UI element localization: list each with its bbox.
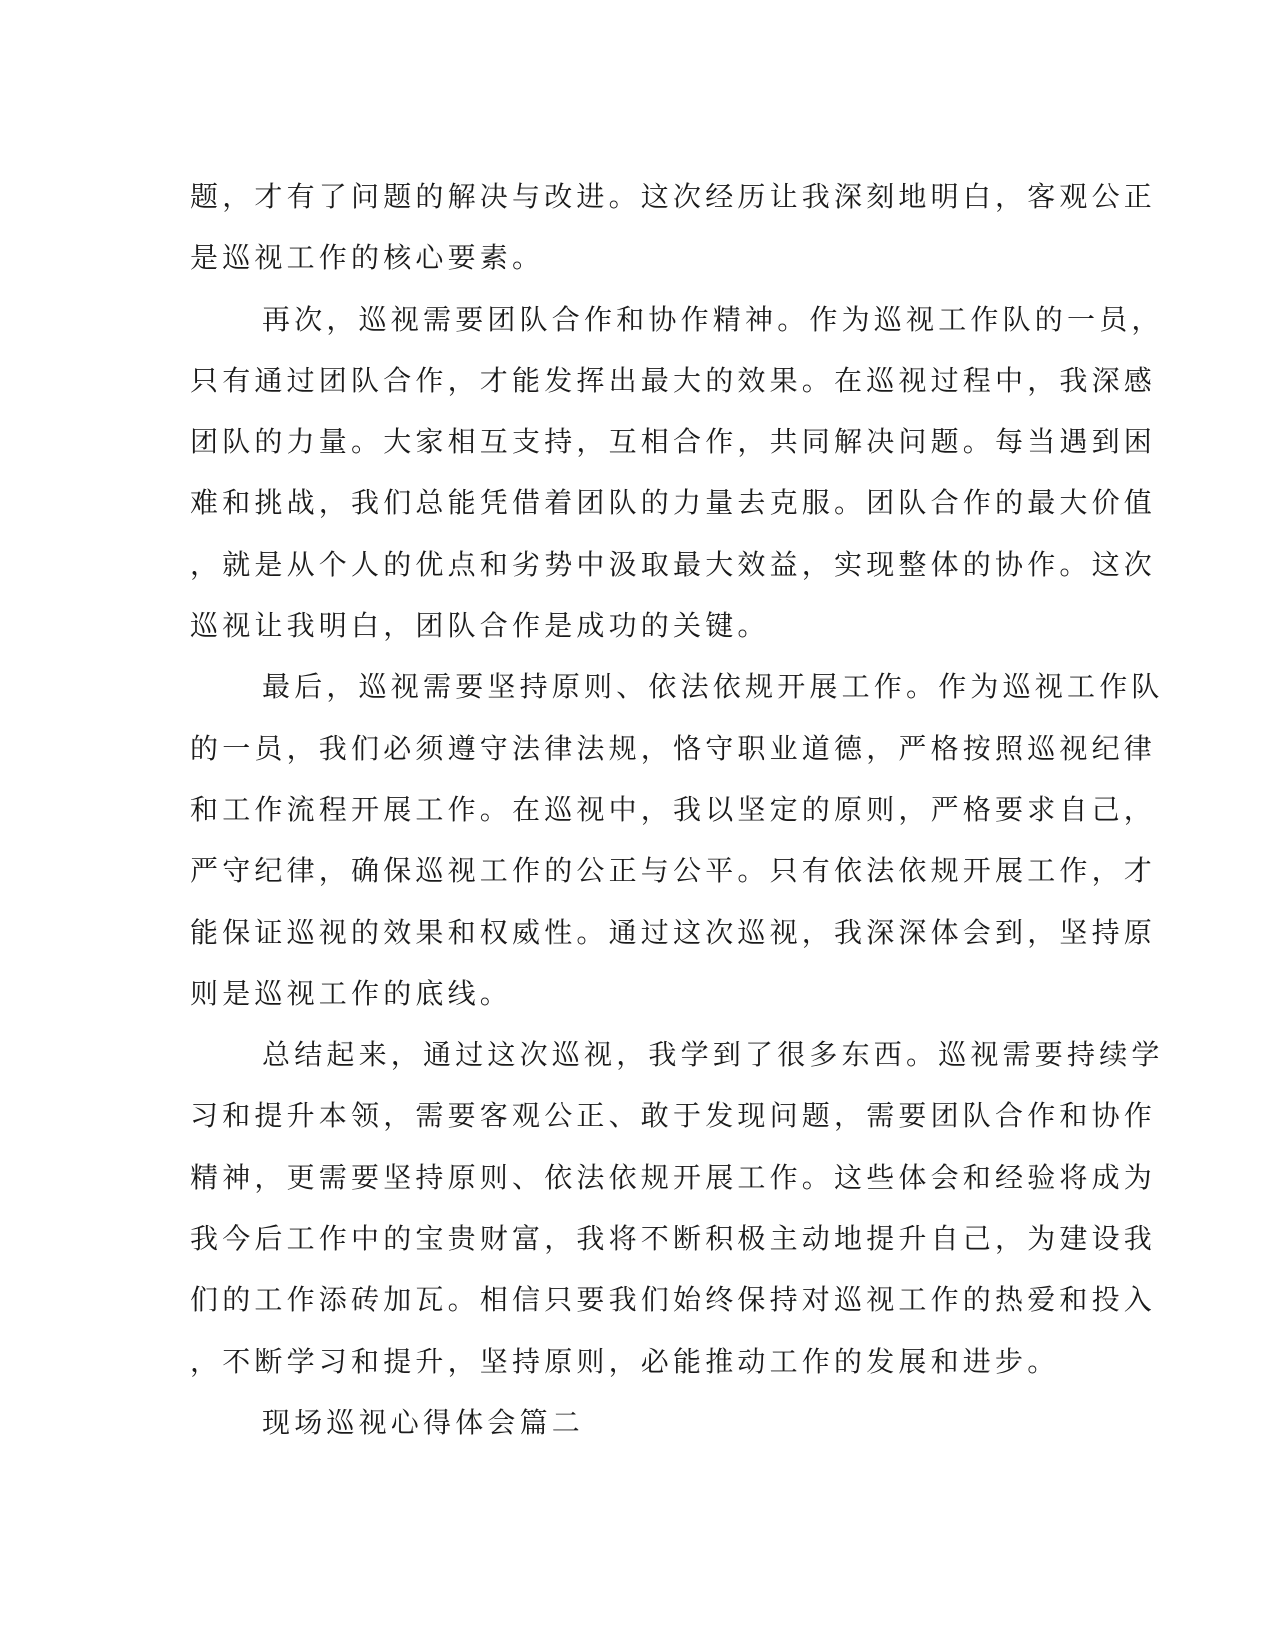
text-line: ，不断学习和提升，坚持原则，必能推动工作的发展和进步。	[190, 1344, 1060, 1378]
text-line: 严守纪律，确保巡视工作的公正与公平。只有依法依规开展工作，才	[190, 854, 1157, 888]
text-line: 我今后工作中的宝贵财富，我将不断积极主动地提升自己，为建设我	[190, 1222, 1157, 1256]
text-line: 习和提升本领，需要客观公正、敢于发现问题，需要团队合作和协作	[190, 1099, 1157, 1133]
text-line: 能保证巡视的效果和权威性。通过这次巡视，我深深体会到，坚持原	[190, 915, 1157, 949]
text-line: ，就是从个人的优点和劣势中汲取最大效益，实现整体的协作。这次	[190, 547, 1157, 581]
text-line: 难和挑战，我们总能凭借着团队的力量去克服。团队合作的最大价值	[190, 486, 1157, 520]
text-line: 总结起来，通过这次巡视，我学到了很多东西。巡视需要持续学	[262, 1038, 1164, 1072]
text-line: 精神，更需要坚持原则、依法依规开展工作。这些体会和经验将成为	[190, 1160, 1157, 1194]
text-line: 题，才有了问题的解决与改进。这次经历让我深刻地明白，客观公正	[190, 180, 1157, 213]
text-line: 只有通过团队合作，才能发挥出最大的效果。在巡视过程中，我深感	[190, 363, 1157, 397]
text-line: 巡视让我明白，团队合作是成功的关键。	[190, 609, 770, 643]
text-line: 们的工作添砖加瓦。相信只要我们始终保持对巡视工作的热爱和投入	[190, 1283, 1157, 1317]
text-line: 是巡视工作的核心要素。	[190, 241, 545, 275]
document-body	[190, 166, 1164, 1453]
text-line: 则是巡视工作的底线。	[190, 976, 513, 1010]
text-line: 最后，巡视需要坚持原则、依法依规开展工作。作为巡视工作队	[262, 670, 1164, 704]
text-line: 再次，巡视需要团队合作和协作精神。作为巡视工作队的一员，	[262, 302, 1164, 336]
text-line: 和工作流程开展工作。在巡视中，我以坚定的原则，严格要求自己，	[190, 792, 1157, 826]
text-line: 的一员，我们必须遵守法律法规，恪守职业道德，严格按照巡视纪律	[190, 731, 1157, 765]
text-line: 团队的力量。大家相互支持，互相合作，共同解决问题。每当遇到困	[190, 425, 1157, 459]
text-line: 现场巡视心得体会篇二	[262, 1405, 585, 1439]
